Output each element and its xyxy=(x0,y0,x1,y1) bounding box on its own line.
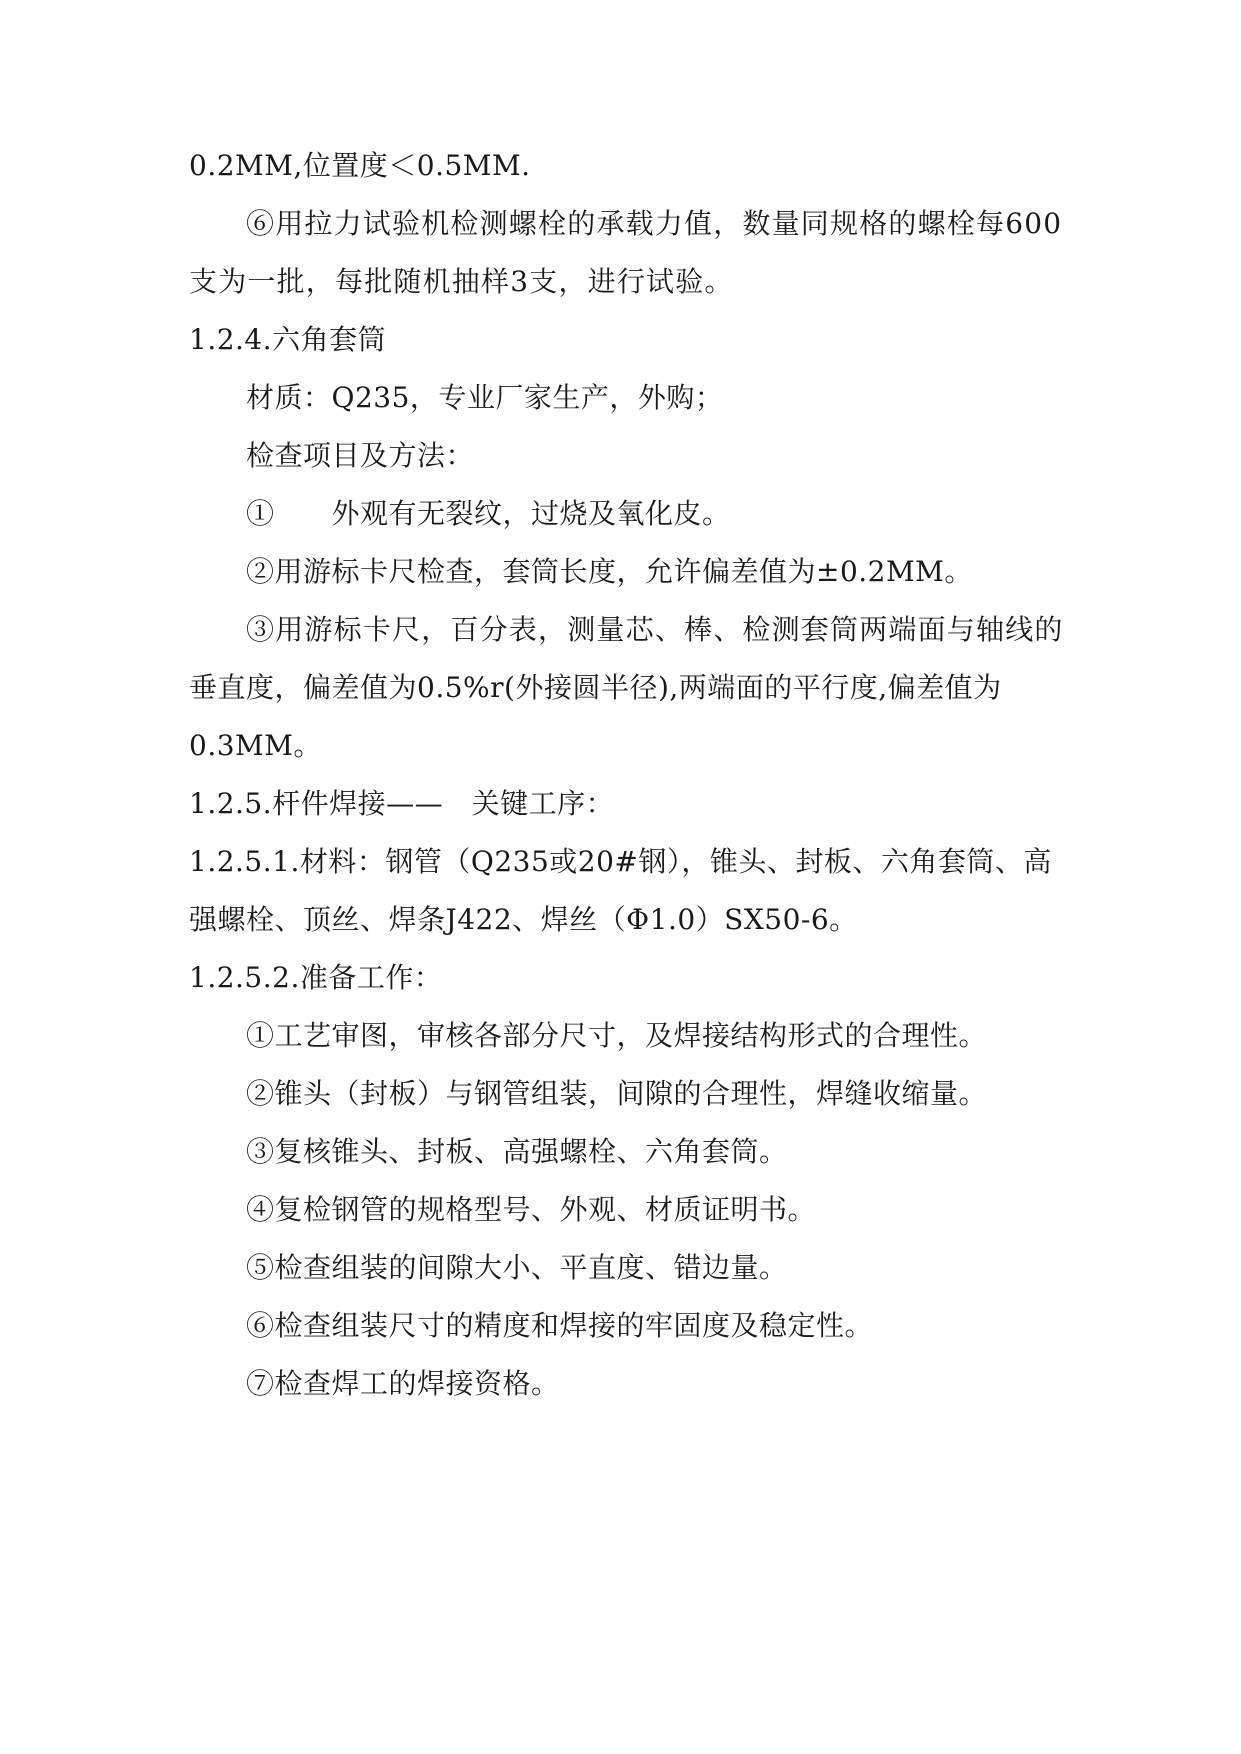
list-item: ②锥头（封板）与钢管组装，间隙的合理性，焊缝收缩量。 xyxy=(246,1077,988,1110)
list-item: ③用游标卡尺，百分表，测量芯、棒、检测套筒两端面与轴线的 xyxy=(246,613,1064,646)
section-heading: 1.2.5.2.准备工作： xyxy=(189,961,443,994)
list-item: ⑤检查组装的间隙大小、平直度、错边量。 xyxy=(246,1251,788,1284)
text-line: ⑥用拉力试验机检测螺栓的承载力值，数量同规格的螺栓每600 xyxy=(246,207,1063,240)
list-item: ⑥检查组装尺寸的精度和焊接的牢固度及稳定性。 xyxy=(246,1309,874,1342)
list-item: ①工艺审图，审核各部分尺寸，及焊接结构形式的合理性。 xyxy=(246,1019,988,1052)
section-heading: 1.2.4.六角套筒 xyxy=(189,323,387,356)
text-line: 检查项目及方法： xyxy=(246,439,475,472)
section-heading: 1.2.5.1.材料：钢管（Q235或20#钢），锥头、封板、六角套筒、高 xyxy=(189,845,1052,878)
list-item: ②用游标卡尺检查，套筒长度，允许偏差值为±0.2MM。 xyxy=(246,555,973,588)
text-line: 强螺栓、顶丝、焊条J422、焊丝（Φ1.0）SX50-6。 xyxy=(189,903,858,936)
text-line: 材质：Q235，专业厂家生产，外购； xyxy=(246,381,724,414)
text-line: 0.2MM,位置度＜0.5MM. xyxy=(189,149,531,182)
text-line: 支为一批，每批随机抽样3支，进行试验。 xyxy=(189,265,734,298)
list-item: ⑦检查焊工的焊接资格。 xyxy=(246,1367,560,1400)
list-item: ① 外观有无裂纹，过烧及氧化皮。 xyxy=(246,497,731,530)
list-item: ③复核锥头、封板、高强螺栓、六角套筒。 xyxy=(246,1135,788,1168)
section-heading: 1.2.5.杆件焊接—— 关键工序： xyxy=(189,787,615,820)
list-item: ④复检钢管的规格型号、外观、材质证明书。 xyxy=(246,1193,817,1226)
text-line: 垂直度，偏差值为0.5%r(外接圆半径),两端面的平行度,偏差值为 xyxy=(189,671,1002,704)
text-line: 0.3MM。 xyxy=(189,729,322,762)
